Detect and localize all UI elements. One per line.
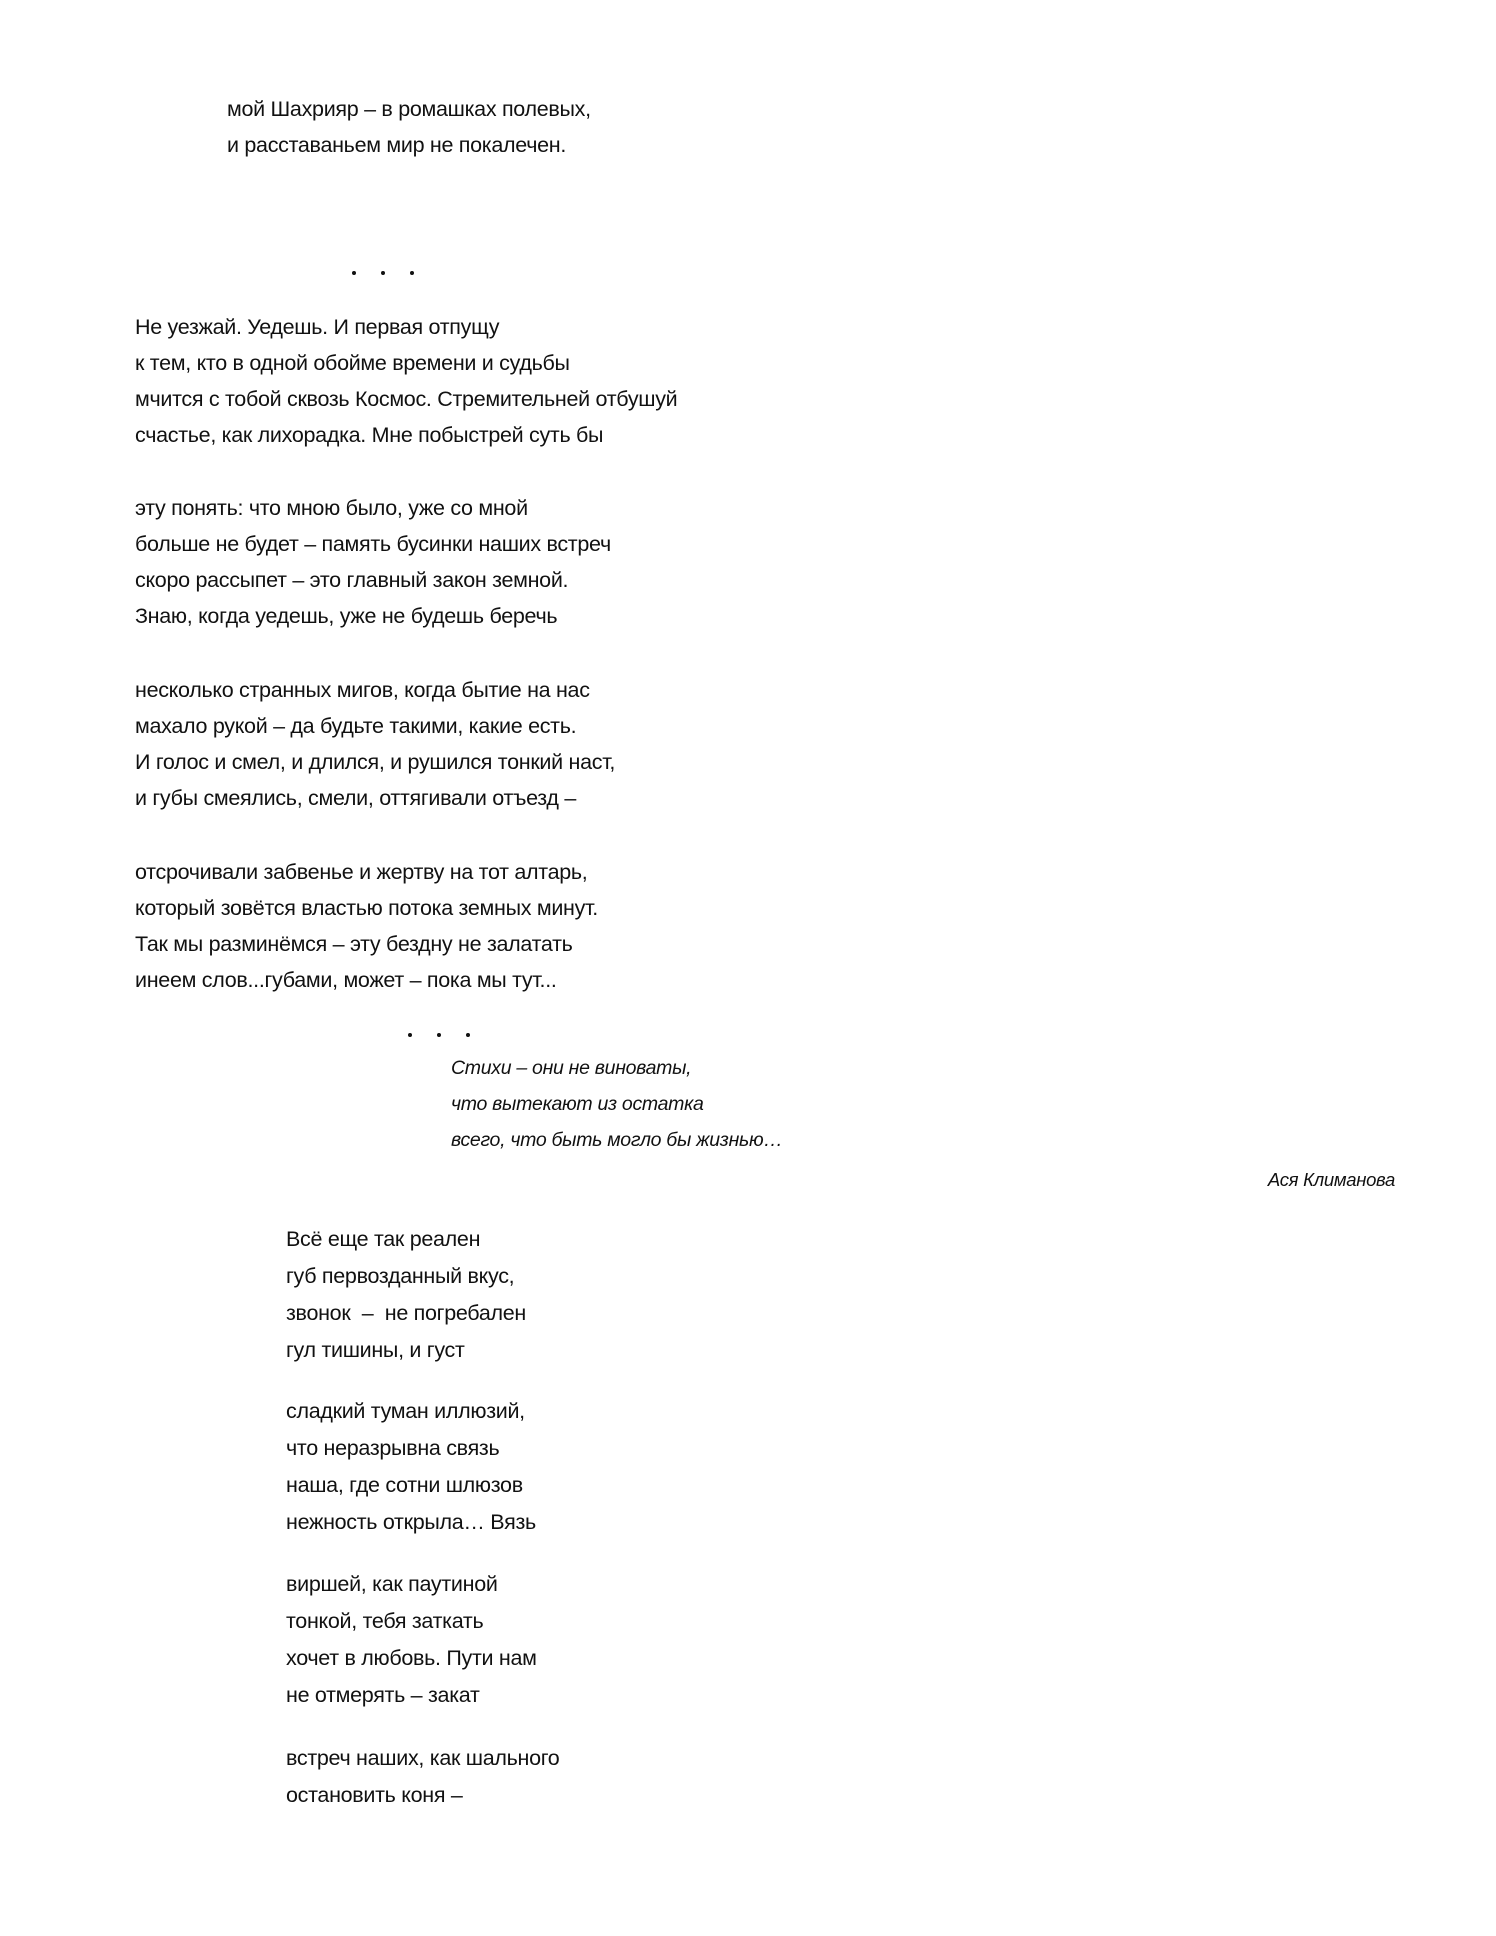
- separator-dot: [408, 1033, 412, 1037]
- poem-line: и губы смеялись, смели, оттягивали отъезд –: [135, 786, 576, 810]
- separator-dot: [352, 271, 356, 275]
- section-separator: [408, 1017, 495, 1043]
- poem-line: отсрочивали забвенье и жертву на тот алтарь,: [135, 860, 588, 884]
- poem-line: звонок – не погребален: [286, 1301, 526, 1325]
- epigraph-line: всего, что быть могло бы жизнью…: [451, 1129, 783, 1151]
- poem-line: счастье, как лихорадка. Мне побыстрей суть бы: [135, 423, 604, 447]
- epigraph-line: что вытекают из остатка: [451, 1093, 704, 1115]
- poem-line: наша, где сотни шлюзов: [286, 1473, 523, 1497]
- poem-line: Всё еще так реален: [286, 1227, 481, 1251]
- separator-dot: [437, 1033, 441, 1037]
- poem-line: скоро рассыпет – это главный закон земной.: [135, 568, 569, 592]
- poem-line: остановить коня –: [286, 1783, 463, 1807]
- section-separator: [352, 255, 439, 281]
- separator-dot: [381, 271, 385, 275]
- poem-line: тонкой, тебя заткать: [286, 1609, 484, 1633]
- poem-line: виршей, как паутиной: [286, 1572, 498, 1596]
- poem-line: И голос и смел, и длился, и рушился тонкий наст,: [135, 750, 616, 774]
- poem-line: гул тишины, и густ: [286, 1338, 465, 1362]
- poem-line: эту понять: что мною было, уже со мной: [135, 496, 528, 520]
- poem-line: и расставаньем мир не покалечен.: [227, 133, 567, 157]
- poem-line: несколько странных мигов, когда бытие на нас: [135, 678, 590, 702]
- poem-line: не отмерять – закат: [286, 1683, 480, 1707]
- poem-line: что неразрывна связь: [286, 1436, 500, 1460]
- epigraph-author: Ася Климанова: [1267, 1169, 1395, 1190]
- poem-line: хочет в любовь. Пути нам: [286, 1646, 537, 1670]
- poem-line: нежность открыла… Вязь: [286, 1510, 536, 1534]
- poem-line: встреч наших, как шального: [286, 1746, 560, 1770]
- poem-line: губ первозданный вкус,: [286, 1264, 515, 1288]
- poem-line: Знаю, когда уедешь, уже не будешь беречь: [135, 604, 558, 628]
- poem-line: к тем, кто в одной обойме времени и судьбы: [135, 351, 570, 375]
- poem-line: сладкий туман иллюзий,: [286, 1399, 525, 1423]
- poem-line: больше не будет – память бусинки наших встреч: [135, 532, 611, 556]
- poem-line: мчится с тобой сквозь Космос. Стремительней отбушуй: [135, 387, 678, 411]
- poem-line: Не уезжай. Уедешь. И первая отпущу: [135, 315, 500, 339]
- poem-line: инеем слов...губами, может – пока мы тут...: [135, 968, 557, 992]
- poem-line: который зовётся властью потока земных минут.: [135, 896, 598, 920]
- separator-dot: [466, 1033, 470, 1037]
- separator-dot: [410, 271, 414, 275]
- poem-line: мой Шахрияр – в ромашках полевых,: [227, 97, 591, 121]
- epigraph-line: Стихи – они не виноваты,: [451, 1057, 692, 1079]
- poem-line: Так мы разминёмся – эту бездну не залатать: [135, 932, 573, 956]
- poem-line: махало рукой – да будьте такими, какие есть.: [135, 714, 577, 738]
